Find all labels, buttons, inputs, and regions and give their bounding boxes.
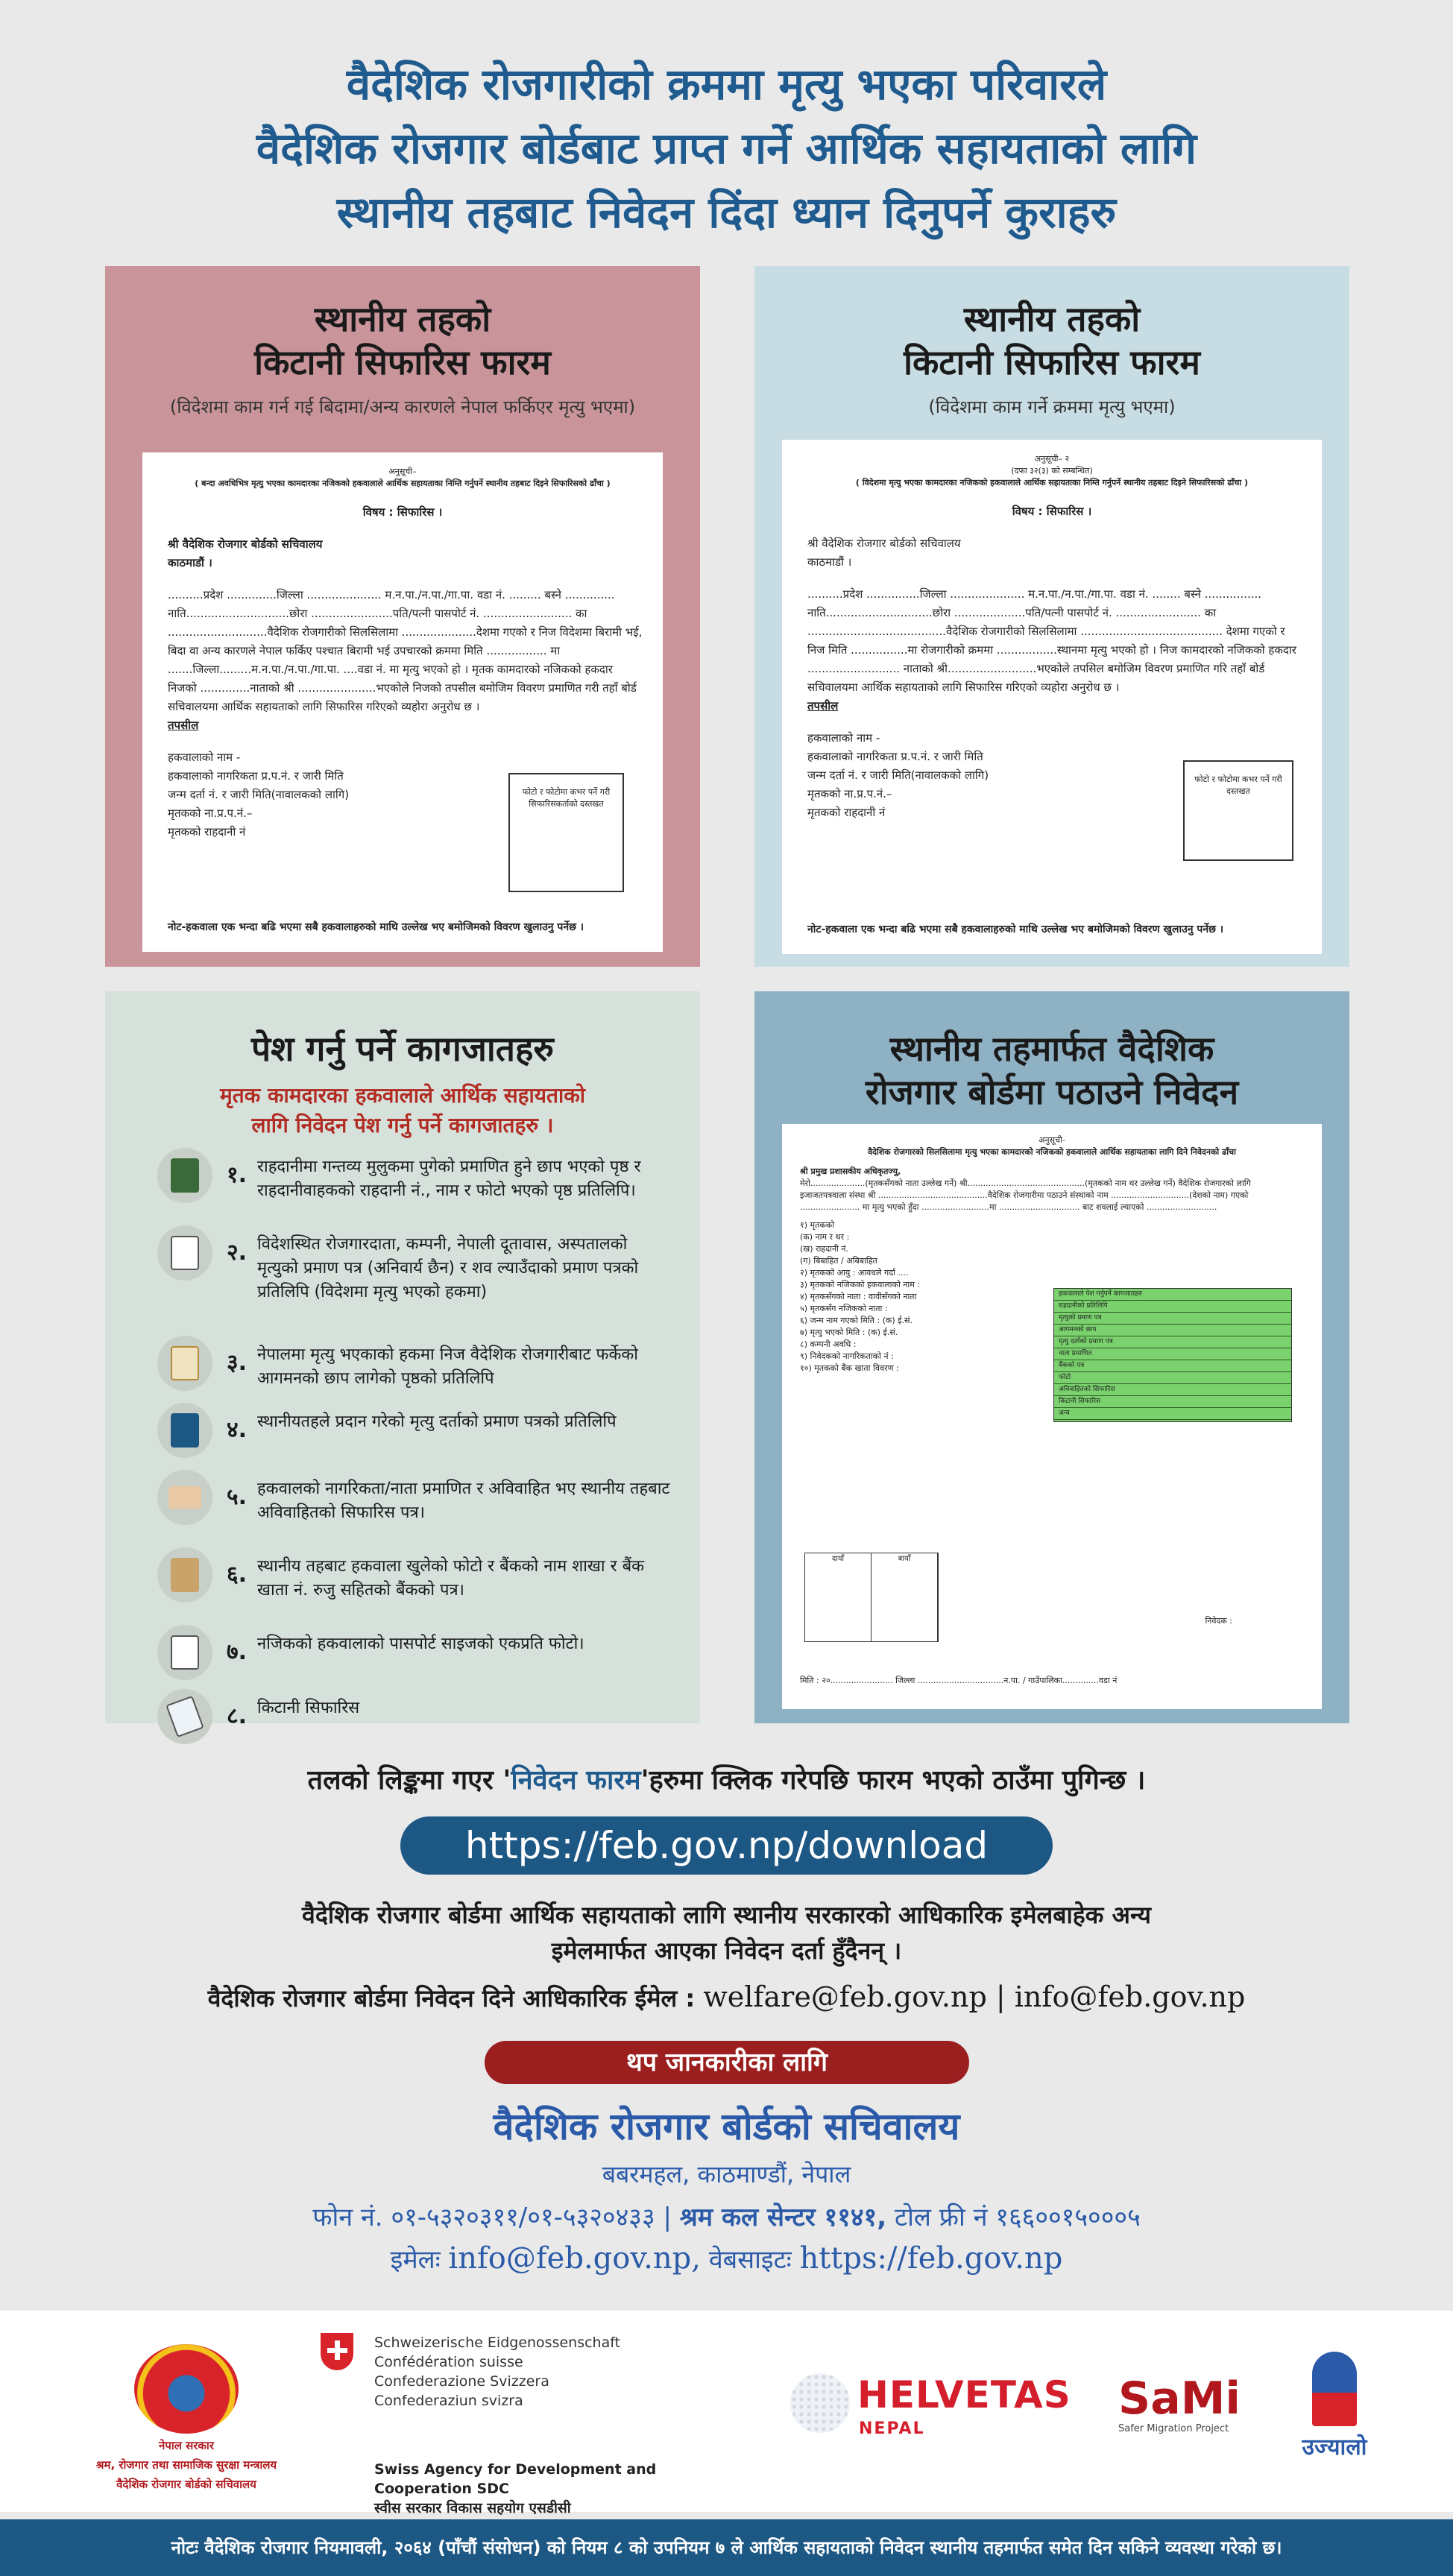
checklist-row: अन्य: [1054, 1408, 1291, 1420]
nepal-emblem-icon: [134, 2344, 239, 2434]
documents-list: [157, 1148, 672, 1749]
form-caption: ( बन्दा अवधिभित्र मृत्यु भएका कामदारका नजिकको हकवालाले आर्थिक सहायताका निम्ति गर्नुपर्ने स्थानीय तहबाट दिइने सिफारिसको ढाँचा ): [195, 479, 611, 488]
form-image: [142, 452, 663, 952]
form-annex: अनुसूची– २: [1034, 454, 1070, 464]
checklist-row: अविवाहितको सिफारिस: [1054, 1384, 1291, 1396]
panel-heading: [754, 297, 1349, 384]
item-number: ७.: [227, 1639, 247, 1665]
swiss-line: Schweizerische Eidgenossenschaft: [374, 2334, 621, 2351]
swiss-line: Confédération suisse: [374, 2354, 523, 2370]
nepal-government-logo: [75, 2344, 298, 2492]
checklist-row: बैंकको पत्र: [1054, 1360, 1291, 1372]
call-center: श्रम कल सेन्टर ११४१,: [679, 2203, 887, 2232]
passport-icon: [157, 1148, 212, 1203]
form-image: [782, 1124, 1322, 1709]
web-line: [0, 2240, 1453, 2279]
title-line: स्थानीय तहबाट निवेदन दिंदा ध्यान दिनुपर्ने कुराहरु: [336, 187, 1117, 238]
instruction-text: [0, 1763, 1453, 1799]
form-field: मृतकको ना.प्र.प.नं.–: [807, 787, 892, 801]
form-field: ६) जन्म नाम गएको मिति : (क) ई.सं.: [800, 1316, 913, 1325]
form-field: मृतकको राहदानी नं: [807, 806, 886, 819]
bank-icon: [157, 1547, 212, 1603]
panel-heading-line: स्थानीय तहको: [963, 299, 1141, 339]
form-field: हकवालाको नागरिकता प्र.प.नं. र जारी मिति: [807, 750, 983, 763]
form-subject: विषय : सिफारिस ।: [1012, 505, 1092, 518]
table-header: बायाँ: [872, 1553, 938, 1641]
panel-heading-line: रोजगार बोर्डमा पठाउने निवेदन: [865, 1072, 1239, 1112]
panel-heading-line: स्थानीय तहको: [314, 299, 491, 339]
microphone-icon: [1312, 2352, 1357, 2426]
item-number: १.: [227, 1162, 247, 1188]
panel-subtitle: (विदेशमा काम गर्ने क्रममा मृत्यु भएमा): [928, 397, 1176, 417]
panel-heading-line: किटानी सिफारिस फारम: [254, 342, 551, 382]
panel-heading: [105, 297, 700, 384]
documents-checklist-table: [1053, 1288, 1292, 1422]
helvetas-sub: NEPAL: [859, 2419, 925, 2438]
notice-line: इमेलमार्फत आएका निवेदन दर्ता हुँदैनन् ।: [551, 1936, 902, 1965]
form-to: श्री वैदेशिक रोजगार बोर्डको सचिवालय: [807, 537, 961, 550]
instruction-before: तलको लिङ्कमा गएर ': [307, 1765, 511, 1796]
document-person-icon: [157, 1336, 212, 1391]
red-subtitle-line: मृतक कामदारका हकवालाले आर्थिक सहायताको: [220, 1083, 585, 1108]
death-certificate-icon: [157, 1225, 212, 1281]
panel-heading-line: किटानी सिफारिस फारम: [904, 342, 1200, 382]
org-address: बबरमहल, काठमाण्डौं, नेपाल: [602, 2160, 851, 2188]
partner-logos: [0, 2311, 1453, 2516]
checklist-row: नाता प्रमाणित: [1054, 1348, 1291, 1360]
instruction-after: 'हरुमा क्लिक गरेपछि फारम भएको ठाउँमा पुगिन्छ ।: [640, 1765, 1146, 1796]
form-field: हकवालाको नागरिकता प्र.प.नं. र जारी मिति: [168, 769, 344, 783]
title-line: वैदेशिक रोजगार बोर्डबाट प्राप्त गर्ने आर्थिक सहायताको लागि: [256, 123, 1197, 174]
item-number: ३.: [227, 1350, 247, 1376]
list-item: [157, 1625, 672, 1689]
phone-numbers: फोन नं. ०१-५३२०३११/०१-५३२०४३३ |: [312, 2203, 672, 2232]
sdc-nepali: स्वीस सरकार विकास सहयोग एसडीसी: [374, 2500, 571, 2516]
thumbprint-table: [804, 1553, 939, 1642]
panel-heading-line: स्थानीय तहमार्फत वैदेशिक: [889, 1029, 1214, 1069]
item-number: ५.: [227, 1484, 247, 1510]
swiss-line: Confederaziun svizra: [374, 2393, 523, 2409]
form-to: श्री वैदेशिक रोजगार बोर्डको सचिवालय: [168, 537, 323, 551]
panel-recommendation-form-abroad: [754, 266, 1349, 967]
form-field: (ख) राहदानी नं.: [800, 1244, 849, 1254]
swiss-text: [374, 2333, 620, 2411]
list-item: [157, 1689, 672, 1749]
form-fields: [800, 1219, 1053, 1374]
panel-required-documents: [105, 991, 700, 1729]
phone-line: [0, 2199, 1453, 2236]
ujyalo-logo: [1282, 2352, 1387, 2461]
sami-logo: [1118, 2374, 1252, 2434]
item-text: नजिकको हकवालाको पासपोर्ट साइजको एकप्रति फोटो।: [257, 1635, 584, 1653]
item-number: ४.: [227, 1417, 247, 1443]
contact-email[interactable]: info@feb.gov.np,: [448, 2241, 701, 2276]
photo-box: फोटो र फोटोमा कभर पर्ने गरी दस्तखत: [1183, 760, 1293, 861]
list-item: [157, 1403, 672, 1470]
form-to-city: काठमाडौं ।: [807, 555, 852, 569]
download-link[interactable]: https://feb.gov.np/download: [400, 1816, 1053, 1875]
item-text: किटानी सिफारिस: [257, 1699, 360, 1717]
item-number: ६.: [227, 1562, 247, 1588]
form-field: ८) कम्पनी अवधि :: [800, 1339, 857, 1349]
photo-box: फोटो र फोटोमा कभर पर्ने गरी सिफारिसकर्ताको दस्तखत: [508, 773, 624, 892]
email-label: वैदेशिक रोजगार बोर्डमा निवेदन दिने आधिकारिक ईमेल :: [207, 1984, 696, 2012]
website-label: वेबसाइटः: [708, 2245, 792, 2275]
checklist-row: राहदानीको प्रतिलिपि: [1054, 1301, 1291, 1313]
logo-text: श्रम, रोजगार तथा सामाजिक सुरक्षा मन्त्रालय: [95, 2458, 277, 2472]
form-image: [782, 440, 1322, 954]
notice-line: वैदेशिक रोजगार बोर्डमा आर्थिक सहायताको लागि स्थानीय सरकारको आधिकारिक इमेलबाहेक अन्य: [302, 1901, 1151, 1929]
form-field: मृतकको राहदानी नं: [168, 825, 246, 839]
email-addresses[interactable]: welfare@feb.gov.np | info@feb.gov.np: [703, 1980, 1246, 2013]
checklist-row: फोटो: [1054, 1372, 1291, 1384]
panel-heading: [754, 1027, 1349, 1114]
helvetas-name: HELVETAS: [857, 2373, 1071, 2416]
toll-free: टोल फ्री नं १६६००१५०००५: [894, 2203, 1141, 2232]
item-text: हकवालको नागरिकता/नाता प्रमाणित र अविवाहित भए स्थानीय तहबाट अविवाहितको सिफारिस पत्र।: [257, 1480, 670, 1522]
form-field: (ग) बिबाहित / अबिबाहित: [800, 1256, 877, 1266]
email-notice: [0, 1897, 1453, 1969]
checklist-row: मृत्यु दर्ताको प्रमाण पत्र: [1054, 1336, 1291, 1348]
form-tapsil: तपसील: [807, 699, 839, 713]
ujyalo-name: उज्यालो: [1302, 2434, 1367, 2460]
page-title: [0, 52, 1453, 244]
passport-photo-icon: [157, 1625, 212, 1680]
panel-red-subtitle: [105, 1081, 700, 1140]
form-field: ९) निवेदकको नागरिकताको नं :: [800, 1351, 894, 1361]
list-item: [157, 1148, 672, 1225]
form-field: हकवालाको नाम -: [807, 731, 880, 745]
form-body: मेरो.....................(मृतकसँगको नाता उल्लेख गर्ने) श्री.............................................(मृतकको नाम थर उल्लेख गर्ने) वैदेशिक रोजगारको लागि इजाजतपत्रवाला संस्था श्री ..........................................वैदेशिक रोजगारीमा पठाउने संस्थाको नाम ..............................(देशको नाम) गएको ....................... मा मृत्यु भएको हुँदा ..........................मा ............................... बाट शवलाई ल्याएको ...........................: [800, 1178, 1251, 1212]
death-registration-icon: [157, 1403, 212, 1458]
checklist-row: किटानी सिफारिस: [1054, 1396, 1291, 1408]
website-link[interactable]: https://feb.gov.np: [799, 2241, 1063, 2276]
title-line: वैदेशिक रोजगारीको क्रममा मृत्यु भएका परिवारले: [346, 59, 1107, 110]
form-body: ..........प्रदेश ...............जिल्ला ..................... म.न.पा./न.पा./गा.पा. वडा नं. ........ बस्ने ................ नाति..............................छोरा ....................पति/पत्नी पासपोर्ट नं. ........................ का .......................................वैदेशिक रोजगारीको सिलसिलामा ........................................ देशमा गएको र निज मिति ................मा रोजगारीको क्रममा .................स्थानमा मृत्यु भएको हो । निज कामदारको नजिकको हकदार .......................... नाताको श्री.........................भएकोले तपसिल बमोजिम विवरण प्रमाणित गरि तहाँ बोर्ड सचिवालयमा आर्थिक सहायताको लागि सिफारिस गरिएको व्यहोरा अनुरोध छ ।: [807, 587, 1296, 694]
panel-subtitle: (विदेशमा काम गर्न गई बिदामा/अन्य कारणले नेपाल फर्किएर मृत्यु भएमा): [169, 397, 636, 417]
form-annex-ref: (दफा ३२(३) को सम्बन्धित): [1011, 466, 1093, 476]
form-field: ७) मृत्यु भएको मिति : (क) ई.सं.: [800, 1328, 898, 1337]
instruction-accent: निवेदन फारम: [511, 1765, 641, 1796]
checklist-row: मृत्युको प्रमाण पत्र: [1054, 1313, 1291, 1325]
swiss-line: Confederazione Svizzera: [374, 2373, 549, 2390]
form-body: ..........प्रदेश ..............जिल्ला ..................... म.न.पा./न.पा./गा.पा. वडा नं. ......... बस्ने .............. नाति.............................छोरा .......................पति/पत्नी पासपोर्ट नं. ......................... का ............................वैदेशिक रोजगारीको सिलसिलामा .....................देशमा गएको र निज विदेशमा बिरामी भई, बिदा वा अन्य कारणले नेपाल फर्किए पश्चात बिरामी भई उपचारको क्रममा मिति ................. मा .......जिल्ला.........म.न.पा./न.पा./गा.पा. ....वडा नं. मा मृत्यु भएको हो । मृतक कामदारको नजिकको हकदार निजको ..............नाताको श्री ......................भएकोले निजको तपसील बमोजिम विवरण प्रमाणित गरी तहाँ बोर्ड सचिवालयमा आर्थिक सहायताको लागि सिफारिस गरिएको व्यहोरा अनुरोध छ ।: [168, 588, 643, 713]
sdc-english: Swiss Agency for Development and Cooperation SDC: [374, 2461, 657, 2497]
form-field: जन्म दर्ता नं. र जारी मिति(नावालकको लागि): [807, 768, 989, 782]
red-subtitle-line: लागि निवेदन पेश गर्नु पर्ने कागजातहरु ।: [251, 1113, 554, 1137]
email-label: इमेलः: [390, 2245, 441, 2275]
checklist-row: हकवालाले पेश गर्नुपर्ने कागजातहरु: [1054, 1289, 1291, 1301]
sami-sub: Safer Migration Project: [1118, 2423, 1229, 2434]
form-caption: वैदेशिक रोजगारको सिलसिलामा मृत्यु भएका कामदारको नजिकको हकवालाले आर्थिक सहायताका लागि दिने निवेदनको ढाँचा: [868, 1147, 1236, 1157]
form-to: श्री प्रमुख प्रशासकीय अधिकृतज्यु,: [800, 1167, 901, 1176]
logo-text: वैदेशिक रोजगार बोर्डको सचिवालय: [116, 2478, 256, 2491]
citizenship-card-icon: [157, 1470, 212, 1525]
item-text: विदेशस्थित रोजगारदाता, कम्पनी, नेपाली दूतावास, अस्पतालको मृत्युको प्रमाण पत्र (अनिवार्य छैन) र शव ल्याउँदाको प्रमाण पत्रको प्रतिलिपि (विदेशमा मृत्यु भएको हकमा): [257, 1235, 639, 1301]
panel-application-form: [754, 991, 1349, 1723]
recommendation-letter-icon: [157, 1689, 212, 1744]
table-header: दायाँ: [805, 1553, 872, 1641]
item-text: राहदानीमा गन्तव्य मुलुकमा पुगेको प्रमाणित हुने छाप भएको पृष्ठ र राहदानीवाहकको राहदानी नं., नाम र फोटो भएको पृष्ठ प्रतिलिपि।: [257, 1158, 641, 1200]
form-field: (क) नाम र थर :: [800, 1232, 850, 1242]
form-field: ५) मृतकसँग नजिकको नाता :: [800, 1304, 888, 1313]
form-field: जन्म दर्ता नं. र जारी मिति(नावालकको लागि): [168, 788, 350, 801]
form-field: २) मृतकको आयु : आवधले गर्दा ....: [800, 1268, 909, 1278]
logo-text: नेपाल सरकार: [159, 2439, 214, 2452]
list-item: [157, 1470, 672, 1547]
list-item: [157, 1225, 672, 1336]
official-email-line: [0, 1979, 1453, 2016]
item-number: २.: [227, 1240, 247, 1266]
form-field: १) मृतकको: [800, 1220, 835, 1230]
org-name: वैदेशिक रोजगार बोर्डको सचिवालय: [493, 2105, 960, 2148]
globe-icon: [790, 2373, 850, 2433]
more-info-badge: थप जानकारीका लागि: [485, 2041, 969, 2084]
form-field: मृतकको ना.प्र.प.नं.–: [168, 806, 253, 820]
panel-heading: पेश गर्नु पर्ने कागजातहरु: [251, 1029, 554, 1069]
list-item: [157, 1547, 672, 1625]
form-subject: विषय : सिफारिस ।: [362, 505, 443, 519]
footer-note: नोटः वैदेशिक रोजगार नियमावली, २०६४ (पाँचौं संसोधन) को नियम ८ को उपनियम ७ ले आर्थिक सहायताको निवेदन स्थानीय तहमार्फत समेत दिन सकिने व्यवस्था गरेको छ।: [0, 2519, 1453, 2576]
form-annex: अनुसूची–: [388, 467, 417, 476]
form-field: ४) मृतकसँगको नाता : वावीसँगको नाता: [800, 1292, 917, 1301]
form-signature: निवेदक :: [1205, 1616, 1232, 1626]
form-annex: अनुसूची-: [1038, 1135, 1065, 1145]
form-to-city: काठमाडौं ।: [168, 556, 212, 569]
form-note: नोट-हकवाला एक भन्दा बढि भएमा सबै हकवालाहरुको माथि उल्लेख भए बमोजिमको विवरण खुलाउनु पर्नेछ ।: [168, 921, 584, 933]
form-field: १०) मृतकको बैंक खाता विवरण :: [800, 1363, 899, 1373]
checklist-row: आगमनको छाप: [1054, 1325, 1291, 1336]
item-text: स्थानीयतहले प्रदान गरेको मृत्यु दर्ताको प्रमाण पत्रको प्रतिलिपि: [257, 1412, 617, 1431]
form-tapsil: तपसील: [168, 719, 199, 732]
panel-recommendation-form-return: [105, 266, 700, 967]
list-item: [157, 1336, 672, 1403]
swiss-flag-icon: [321, 2333, 353, 2370]
item-text: नेपालमा मृत्यु भएकाको हकमा निज वैदेशिक रोजगारीबाट फर्केको आगमनको छाप लागेको पृष्ठको प्रतिलिपि: [257, 1345, 638, 1388]
form-note: नोट-हकवाला एक भन्दा बढि भएमा सबै हकवालाहरुको माथि उल्लेख भए बमोजिमको विवरण खुलाउनु पर्नेछ ।: [807, 924, 1224, 935]
item-number: ८.: [227, 1703, 247, 1729]
form-field: हकवालाको नाम -: [168, 751, 241, 764]
sdc-text: [374, 2460, 747, 2518]
form-caption: ( विदेशमा मृत्यु भएका कामदारका नजिकको हकवालाले आर्थिक सहायताका निम्ति गर्नुपर्ने स्थानीय तहबाट दिइने सिफारिसको ढाँचा ): [855, 478, 1249, 487]
item-text: स्थानीय तहबाट हकवाला खुलेको फोटो र बैंकको नाम शाखा र बैंक खाता नं. रुजु सहितको बैंकको पत्र।: [257, 1557, 645, 1600]
sami-name: SaMi: [1118, 2373, 1241, 2425]
form-field: ३) मृतकको नजिकको हकवालाको नाम :: [800, 1280, 921, 1289]
form-bottom-line: मिति : २०........................ जिल्ला .................................न.पा. / गाउँपालिका..............वडा नं: [800, 1676, 1118, 1685]
